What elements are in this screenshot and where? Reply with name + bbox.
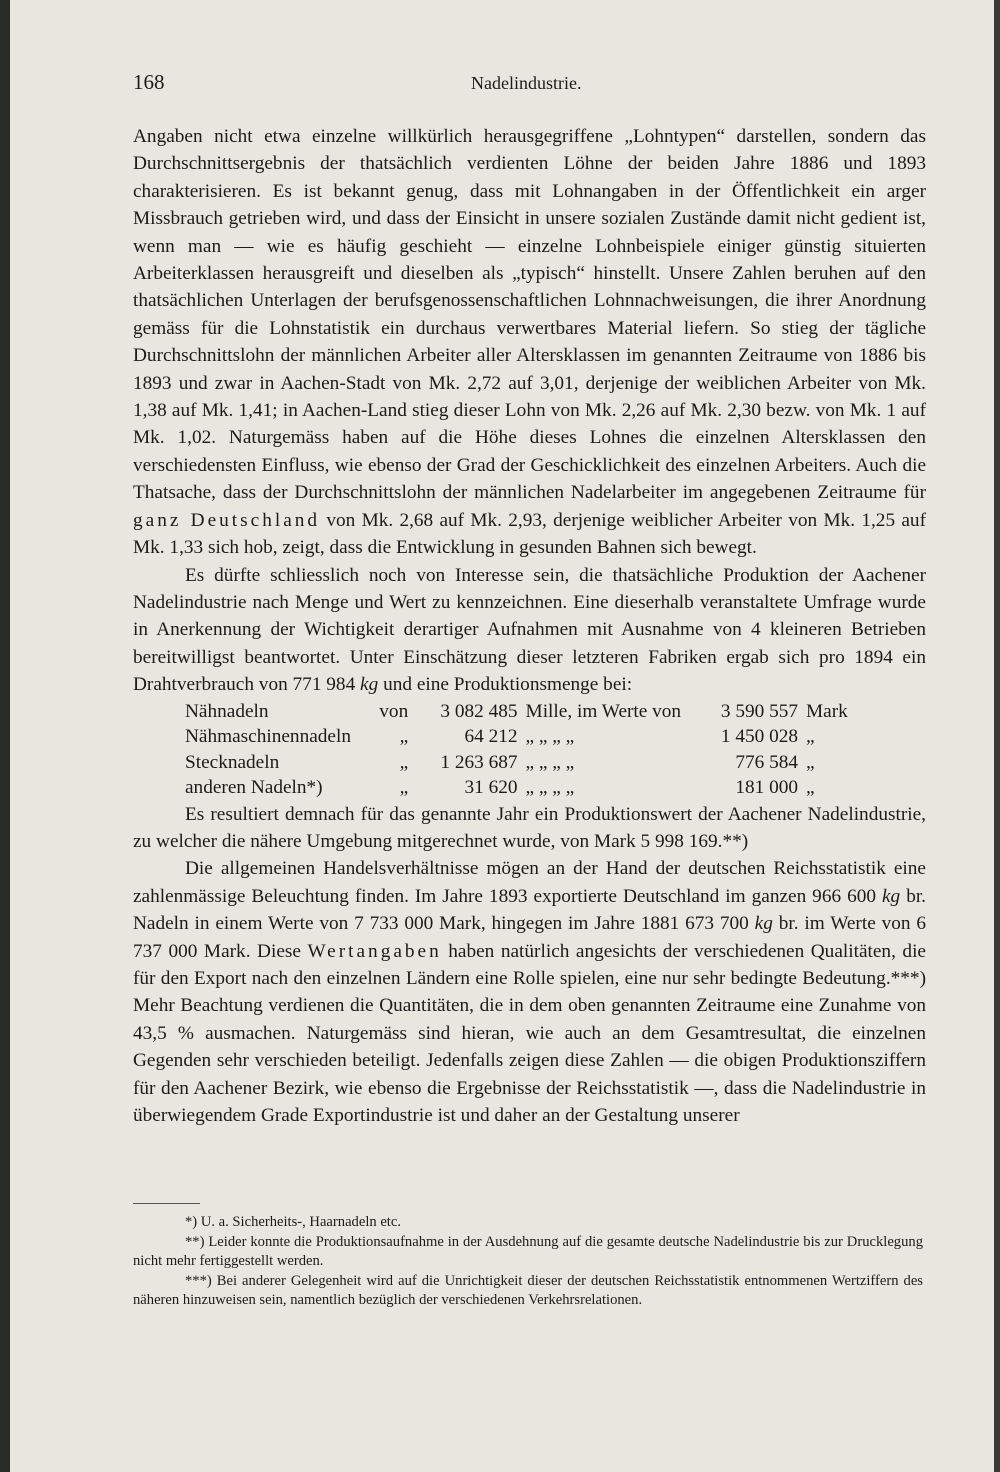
- unit-phrase: „ „ „ „: [525, 726, 575, 748]
- von-label: „: [399, 751, 409, 773]
- paragraph-text: Angaben nicht etwa einzelne willkürlich herausgegriffene „Lohntypen“ darstellen, sondern das Durchschnittsergebnis der thatsächlich verdienten Löhne der beiden Jahre 1886 und 1893 charakterisieren. Es ist bekannt genug, dass mit Lohnangaben in der Öffentlichkeit ein arger Missbrauch getrieben wird, und dass der Einsicht in unsere sozialen Zustände damit nicht gedient ist, wenn man — wie es häufig geschieht — einzelne Lohnbeispiele einiger günstig situierten Arbeiterklassen herausgreift und dieselben als „typisch“ hinstellt. Unsere Zahlen beruhen auf den thatsächlichen Unterlagen der berufsgenossenschaftlichen Lohnnachweisungen, die ihrer Anordnung gemäss für die Lohnstatistik ein durchaus verwertbares Material liefern. So stieg der tägliche Durchschnittslohn der männlichen Arbeiter aller Altersklassen im genannten Zeitraume von 1886 bis 1893 und zwar in Aachen-Stadt von Mk. 2,72 auf 3,01, derjenige der weiblichen Arbeiter von Mk. 1,38 auf Mk. 1,41; in Aachen-Land stieg dieser Lohn von Mk. 2,26 auf Mk. 2,30 bezw. von Mk. 1 auf Mk. 1,02. Naturgemäss haben auf die Höhe dieses Lohnes die einzelnen Altersklassen den verschiedensten Einfluss, wie ebenso der Grad der Geschicklichkeit des einzelnen Arbeiters. Auch die Thatsache, dass der Durchschnittslohn der männlichen Nadelarbeiter im angegebenen Zeitraume für: [133, 126, 926, 504]
- body-text: [133, 123, 926, 1129]
- von-label: „: [399, 777, 409, 799]
- unit-phrase: „ „ „ „: [525, 777, 575, 799]
- unit-phrase: Mille, im Werte von: [525, 700, 682, 722]
- von-label: „: [399, 726, 409, 748]
- paragraph-wages: [133, 123, 926, 562]
- unit-phrase: „ „ „ „: [525, 751, 575, 773]
- unit-kg: kg: [360, 674, 379, 696]
- table-row: [185, 724, 865, 750]
- currency-label: „: [806, 751, 815, 773]
- scan-edge-left: [0, 0, 10, 1472]
- product-name: anderen Nadeln*): [185, 777, 323, 799]
- running-title: Nadelindustrie.: [471, 73, 582, 93]
- emphasis-ganz-deutschland: ganz Deutschland: [133, 509, 321, 531]
- page-number: 168: [133, 70, 165, 94]
- quantity-value: 1 263 687: [440, 751, 518, 773]
- unit-kg: kg: [882, 885, 901, 907]
- paragraph-trade: [133, 855, 926, 1129]
- product-name: Nähmaschinennadeln: [185, 726, 351, 748]
- unit-kg: kg: [754, 913, 773, 935]
- paragraph-text: haben natürlich angesichts der verschiedenen Qualitäten, die für den Export nach den einzelnen Ländern eine Rolle spielen, eine nur sehr bedingte Bedeutung.***) Mehr Beachtung verdienen die Quantitäten, die in dem oben genannten Zeitraume eine Zunahme von 43,5 % ausmachen. Naturgemäss sind hieran, wie auch an dem Gesamtresultat, die einzelnen Gegenden sehr verschieden beteiligt. Jedenfalls zeigen diese Zahlen — die obigen Produktionsziffern für den Aachener Bezirk, wie ebenso die Ergebnisse der Reichsstatistik —, dass die Nadelindustrie in überwiegendem Grade Exportindustrie ist und daher an der Gestaltung unserer: [133, 940, 926, 1126]
- paragraph-text: Es resultiert demnach für das genannte Jahr ein Produktionswert der Aachener Nadelindustrie, zu welcher die nähere Umgebung mitgerechnet wurde, von Mark 5 998 169.**): [133, 803, 926, 852]
- table-row: [185, 699, 865, 725]
- product-name: Nähnadeln: [185, 700, 269, 722]
- footnote: **) Leider konnte die Produktionsaufnahme in der Ausdehnung auf die gesamte deutsche Nadelindustrie bis zur Drucklegung nicht mehr fertiggestellt werden.: [133, 1233, 923, 1269]
- footnotes: [133, 1213, 923, 1311]
- value-mark: 776 584: [735, 751, 799, 773]
- value-mark: 181 000: [735, 777, 799, 799]
- footnote: ***) Bei anderer Gelegenheit wird auf die Unrichtigkeit dieser der deutschen Reichsstatistik entnommenen Wertziffern des näheren hinzuweisen sein, namentlich bezüglich der verschiedenen Verkehrsrelationen.: [133, 1272, 923, 1308]
- paragraph-text: von Mk. 2,68 auf Mk. 2,93, derjenige weiblicher Arbeiter von Mk. 1,25 auf Mk. 1,33 sich hob, zeigt, dass die Entwicklung in gesunden Bahnen sich bewegt.: [133, 509, 926, 559]
- footnote-rule: [133, 1203, 200, 1204]
- page-header: [133, 70, 923, 100]
- table-row: [185, 775, 865, 801]
- scan-edge-right: [994, 0, 1000, 1472]
- table-row: [185, 750, 865, 776]
- paragraph-result: [133, 801, 926, 856]
- value-mark: 1 450 028: [720, 726, 799, 748]
- paragraph-text: Die allgemeinen Handelsverhältnisse mögen an der Hand der deutschen Reichsstatistik eine zahlenmässige Beleuchtung finden. Im Jahre 1893 exportierte Deutschland im ganzen 966 600: [133, 858, 926, 907]
- footnote: *) U. a. Sicherheits-, Haarnadeln etc.: [185, 1214, 401, 1230]
- emphasis-wertangaben: Wertangaben: [307, 940, 442, 962]
- quantity-value: 64 212: [464, 726, 518, 748]
- quantity-value: 31 620: [464, 777, 518, 799]
- paragraph-text: br. im Werte von 6 737 000 Mark. Diese: [133, 913, 927, 962]
- paragraph-text: br. Nadeln in einem Werte von 7 733 000 Mark, hingegen im Jahre 1881 673 700: [133, 885, 927, 935]
- paragraph-text: und eine Produktionsmenge bei:: [383, 674, 633, 696]
- currency-label: „: [806, 777, 815, 799]
- production-table: [185, 699, 865, 801]
- value-mark: 3 590 557: [720, 700, 799, 722]
- paragraph-text: Es dürfte schliesslich noch von Interesse sein, die thatsächliche Produktion der Aachener Nadelindustrie nach Menge und Wert zu kennzeichnen. Eine dieserhalb veranstaltete Umfrage wurde in Anerkennung der Wichtigkeit derartiger Aufnahmen mit Ausnahme von 4 kleineren Betrieben bereitwilligst beantwortet. Unter Einschätzung dieser letzteren Fabriken ergab sich pro 1894 ein Drahtverbrauch von 771 984: [133, 564, 926, 696]
- quantity-value: 3 082 485: [440, 700, 518, 722]
- von-label: von: [379, 700, 409, 722]
- currency-label: „: [806, 726, 815, 748]
- product-name: Stecknadeln: [185, 751, 280, 773]
- paragraph-production: [133, 562, 926, 699]
- currency-label: Mark: [806, 700, 848, 722]
